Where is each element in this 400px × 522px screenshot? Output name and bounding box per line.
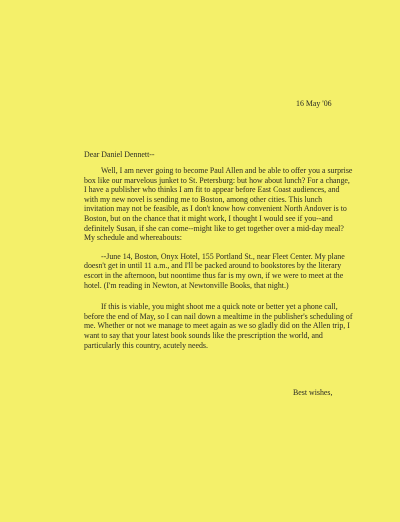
letter-body (84, 166, 354, 360)
paragraph-request-reply: If this is viable, you might shoot me a quick note or better yet a phone call, before the end of May, so I can nail down a mealtime in the publisher's scheduling of me. Whether or not we manage to meet again as we so gladly did on the Allen trip, I want to say that your latest book sounds like the prescription the world, and particularly this country, acutely needs. (84, 302, 353, 350)
paragraph-schedule: --June 14, Boston, Onyx Hotel, 155 Portland St., near Fleet Center. My plane doesn't get in until 11 a.m., and I'll be packed around to bookstores by the literary escort in the afternoon, but noontime thus far is my own, if we were to meet at the hotel. (I'm reading in Newton, at Newtonville Books, that night.) (84, 251, 345, 290)
salutation: Dear Daniel Dennett-- (84, 150, 155, 159)
paragraph-lunch-invitation: Well, I am never going to become Paul Allen and be able to offer you a surprise box like our marvelous junket to St. Petersburg: but how about lunch? For a change, I have a publisher who thinks I am fit to appear before East Coast audiences, and with my new novel is sending me to Boston, among other cities. This lunch invitation may not be feasible, as I don't know how convenient North Andover is to Boston, but on the chance that it might work, I thought I would see if you--and definitely Susan, if she can come--might like to get together over a mid-day meal? My schedule and whereabouts: (84, 166, 353, 243)
letter-date: 16 May '06 (296, 99, 332, 108)
closing: Best wishes, (293, 388, 333, 397)
